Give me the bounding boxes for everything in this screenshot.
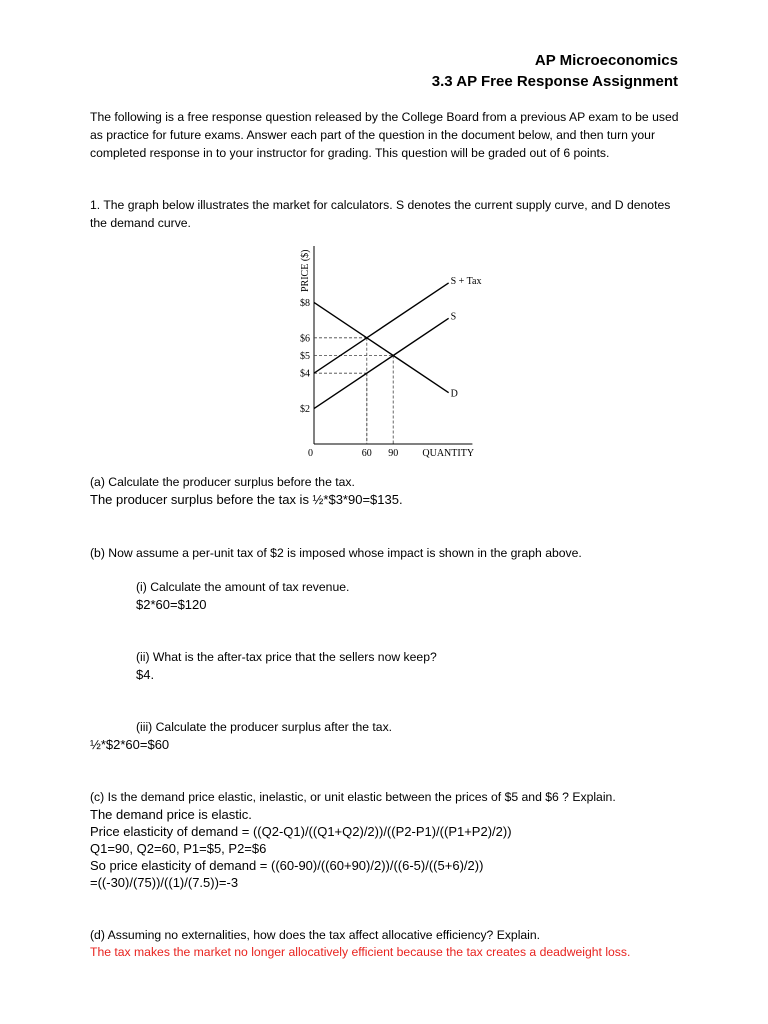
supply-demand-chart <box>290 244 490 460</box>
part-c-line-4: So price elasticity of demand = ((60-90)/((60+90)/2))/((6-5)/((5+6)/2)) <box>90 858 484 873</box>
y-tick-label-2: $5 <box>300 351 310 362</box>
x-tick-label-1: 90 <box>388 448 399 459</box>
y-tick-label-0: $8 <box>300 297 310 309</box>
series-label-2: D <box>450 388 458 400</box>
part-c-question: (c) Is the demand price elastic, inelastic, or unit elastic between the prices of $5 and $6 ? Explain. <box>90 790 616 804</box>
part-b-ii-question: (ii) What is the after-tax price that the sellers now keep? <box>136 650 437 664</box>
part-a-answer: The producer surplus before the tax is ½*$3*90=$135. <box>90 492 403 507</box>
part-b-ii-answer: $4. <box>136 667 155 682</box>
series-line-s <box>314 318 449 408</box>
chart-guides <box>314 338 393 444</box>
origin-label: 0 <box>308 448 313 459</box>
part-c-line-3: Q1=90, Q2=60, P1=$5, P2=$6 <box>90 841 267 856</box>
x-axis-label: QUANTITY <box>422 448 475 459</box>
chart-axes <box>314 246 472 444</box>
y-tick-label-3: $4 <box>300 368 310 380</box>
part-d-question: (d) Assuming no externalities, how does the tax affect allocative efficiency? Explain. <box>90 928 541 942</box>
y-tick-label-1: $6 <box>300 333 310 345</box>
part-b-iii-question: (iii) Calculate the producer surplus after the tax. <box>136 720 393 734</box>
part-c-line-5: =((-30)/(75))/((1)/(7.5))=-3 <box>90 875 239 890</box>
part-b-question: (b) Now assume a per-unit tax of $2 is imposed whose impact is shown in the graph above. <box>90 546 582 560</box>
series-line-stax <box>314 283 449 373</box>
chart-series <box>314 283 449 409</box>
y-tick-label-4: $2 <box>300 404 310 416</box>
course-title: AP Microeconomics <box>534 52 678 69</box>
part-a-question: (a) Calculate the producer surplus before the tax. <box>90 475 355 489</box>
y-axis-label: PRICE ($) <box>300 249 311 292</box>
assignment-title: 3.3 AP Free Response Assignment <box>431 73 678 90</box>
question-1: 1. The graph below illustrates the market for calculators. S denotes the current supply curve, and D denotes the demand curve. <box>90 198 671 231</box>
part-b-i-answer: $2*60=$120 <box>136 597 207 612</box>
part-c-line-2: Price elasticity of demand = ((Q2-Q1)/((Q1+Q2)/2))/((P2-P1)/((P1+P2)/2)) <box>90 824 512 839</box>
series-label-0: S + Tax <box>450 275 482 287</box>
x-tick-label-0: 60 <box>361 448 372 459</box>
part-b-iii-answer: ½*$2*60=$60 <box>90 737 170 752</box>
series-label-1: S <box>450 311 457 323</box>
part-d-answer: The tax makes the market no longer allocatively efficient because the tax creates a deadweight loss. <box>90 945 631 959</box>
part-c-line-1: The demand price is elastic. <box>90 807 252 822</box>
series-line-d <box>314 302 449 392</box>
intro-paragraph: The following is a free response question released by the College Board from a previous AP exam to be used as practice for future exams. Answer each part of the question in the document below, and then turn your completed response in to your instructor for grading. This question will be graded out of 6 points. <box>90 110 679 161</box>
part-b-i-question: (i) Calculate the amount of tax revenue. <box>136 580 350 594</box>
